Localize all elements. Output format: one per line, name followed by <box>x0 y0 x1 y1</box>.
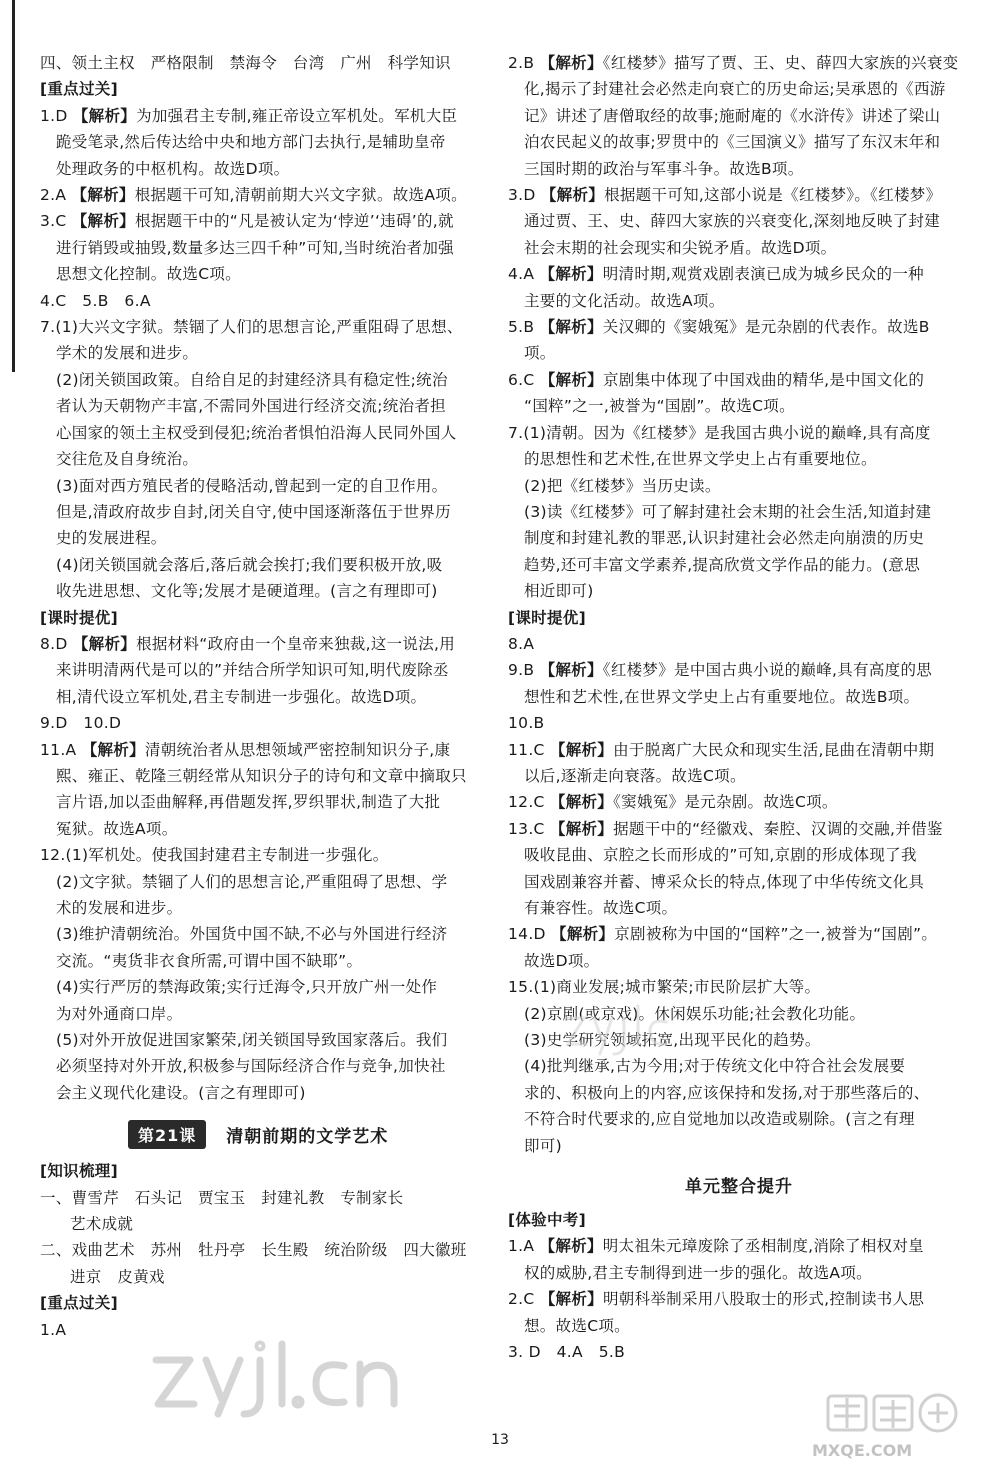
left-text-line: 冤狱。故选A项。 <box>56 819 178 838</box>
right-answer-lines <box>508 50 970 1159</box>
right-text-line: 趋势,还可丰富文学素养,提高欣赏文学作品的能力。(意思 <box>524 555 921 574</box>
analysis-marker: 【解析】 <box>539 370 603 389</box>
left-text-line: 言片语,加以歪曲解释,再借题发挥,罗织罪状,制造了大批 <box>56 793 441 812</box>
right-text-line: (3)读《红楼梦》可了解封建社会末期的社会生活,知道封建 <box>524 502 932 521</box>
left-text-line: (4)闭关锁国就会落后,落后就会挨打;我们要积极开放,吸 <box>56 555 443 574</box>
right-text-line: 10.B <box>508 714 545 733</box>
left-text-line: 者认为天朝物产丰富,不需同外国进行经济交流;统治者担 <box>56 397 446 416</box>
left-text-line: 11.A 【解析】清朝统治者从思想领域严密控制知识分子,康 <box>40 740 451 759</box>
left-text-line: (3)维护清朝统治。外国货中国不缺,不必与外国进行经济 <box>56 925 448 944</box>
right-text-line: 3.D 【解析】根据题干可知,这部小说是《红楼梦》。《红楼梦》 <box>508 186 942 205</box>
analysis-marker: 【解析】 <box>539 1290 603 1309</box>
right-text-line: 以后,逐渐走向衰落。故选C项。 <box>524 766 746 785</box>
left-text-line: 为对外通商口岸。 <box>56 1004 183 1023</box>
right-text-line: 5.B 【解析】关汉卿的《窦娥冤》是元杂剧的代表作。故选B <box>508 318 930 337</box>
zyjl-watermark-logo <box>148 1338 408 1418</box>
analysis-marker: 【解析】 <box>71 186 135 205</box>
right-text-line: 9.B 【解析】《红楼梦》是中国古典小说的巅峰,具有高度的思 <box>508 661 933 680</box>
analysis-marker: 【解析】 <box>540 186 605 205</box>
analysis-marker: 【解析】 <box>549 740 614 759</box>
right-text-line: 故选D项。 <box>524 951 600 970</box>
right-text-line: (2)京剧(或京戏)。休闲娱乐功能;社会教化功能。 <box>524 1004 866 1023</box>
right-text-line: 化,揭示了封建社会必然走向衰亡的历史命运;吴承恩的《西游 <box>524 80 946 99</box>
right-text-line: 记》讲述了唐僧取经的故事;施耐庵的《水浒传》讲述了梁山 <box>524 106 941 125</box>
left-text-line: 收先进思想、文化等;发展才是硬道理。(言之有理即可) <box>56 582 438 601</box>
left-text-line: (3)面对西方殖民者的侵略活动,曾起到一定的自卫作用。 <box>56 476 448 495</box>
left-text-line: (2)闭关锁国政策。自给自足的封建经济具有稳定性;统治 <box>56 370 448 389</box>
lesson-title: 清朝前期的文学艺术 <box>226 1126 389 1147</box>
left-text-line: 四、领土主权 严格限制 禁海令 台湾 广州 科学知识 <box>40 54 451 72</box>
left-text-line: 12.(1)军机处。使我国封建君主专制进一步强化。 <box>40 846 389 865</box>
right-text-line: “国粹”之一,被誉为“国剧”。故选C项。 <box>524 397 795 416</box>
analysis-marker: 【解析】 <box>539 1237 603 1256</box>
analysis-marker: 【解析】 <box>551 925 615 944</box>
unit-text-line: 2.C 【解析】明朝科举制采用八股取士的形式,控制读书人思 <box>508 1290 925 1309</box>
left-text-line: 处理政务的中枢机构。故选D项。 <box>56 159 290 178</box>
lesson21-section-tag: [知识梳理] <box>40 1162 118 1181</box>
mxqe-watermark-text: MXQE.COM <box>812 1441 913 1460</box>
right-text-line: 项。 <box>524 344 556 363</box>
unit-section-tag: [体验中考] <box>508 1211 586 1230</box>
left-text-line: 7.(1)大兴文字狱。禁锢了人们的思想言论,严重阻碍了思想、 <box>40 318 463 337</box>
mxqe-corner-watermark <box>800 1390 980 1468</box>
lesson21-text-line: 进京 皮黄戏 <box>70 1267 165 1286</box>
left-text-line: (5)对外开放促进国家繁荣,闭关锁国导致国家落后。我们 <box>56 1031 448 1050</box>
left-text-line: 进行销毁或抽毁,数量多达三四千种”可知,当时统治者加强 <box>56 238 454 257</box>
left-section-tag: [课时提优] <box>40 608 118 627</box>
left-text-line: 跪受笔录,然后传达给中央和地方部门去执行,是辅助皇帝 <box>56 133 446 152</box>
unit-title: 单元整合提升 <box>685 1177 793 1198</box>
left-text-line: 1.D 【解析】为加强君主专制,雍正帝设立军机处。军机大臣 <box>40 106 458 125</box>
left-text-line: (2)文字狱。禁锢了人们的思想言论,严重阻碍了思想、学 <box>56 872 448 891</box>
lesson21-text-line: 1.A <box>40 1320 67 1339</box>
unit-text-line: 权的威胁,君主专制得到进一步的强化。故选A项。 <box>524 1263 872 1282</box>
left-text-line: 8.D 【解析】根据材料“政府由一个皇帝来独裁,这一说法,用 <box>40 634 456 653</box>
right-text-line: (3)史学研究领域拓宽,出现平民化的趋势。 <box>524 1031 821 1050</box>
analysis-marker: 【解析】 <box>539 318 603 337</box>
left-answer-lines <box>40 50 495 1106</box>
right-unit-lines <box>508 1207 970 1365</box>
right-text-line: 制度和封建礼教的罪恶,认识封建社会必然走向崩溃的历史 <box>524 529 925 548</box>
analysis-marker: 【解析】 <box>539 661 603 680</box>
right-text-line: 12.C 【解析】《窦娥冤》是元杂剧。故选C项。 <box>508 793 838 812</box>
left-text-line: 3.C 【解析】根据题干中的“凡是被认定为‘悖逆’‘违碍’的,就 <box>40 212 454 231</box>
right-text-line: 15.(1)商业发展;城市繁荣;市民阶层扩大等。 <box>508 978 821 997</box>
analysis-marker: 【解析】 <box>72 634 137 653</box>
left-text-line: 会主义现代化建设。(言之有理即可) <box>56 1083 306 1102</box>
right-text-line: 相近即可) <box>524 582 594 601</box>
analysis-marker: 【解析】 <box>539 265 603 284</box>
lesson-heading <box>128 1120 495 1148</box>
analysis-marker: 【解析】 <box>81 740 145 759</box>
left-text-line: 来讲明清两代是可以的”并结合所学知识可知,明代废除丞 <box>56 661 449 680</box>
lesson-badge: 第21课 <box>128 1120 206 1149</box>
right-text-line: (2)把《红楼梦》当历史读。 <box>524 476 721 495</box>
right-text-line: 11.C 【解析】由于脱离广大民众和现实生活,昆曲在清朝中期 <box>508 740 935 759</box>
lesson21-section-tag: [重点过关] <box>40 1294 118 1313</box>
right-text-line: 求的、积极向上的内容,应该保持和发扬,对于那些落后的、 <box>524 1083 930 1102</box>
right-column <box>508 50 970 1366</box>
analysis-marker: 【解析】 <box>549 819 614 838</box>
right-text-line: 2.B 【解析】《红楼梦》描写了贾、王、史、薛四大家族的兴衰变 <box>508 54 959 72</box>
left-text-line: 学术的发展和进步。 <box>56 344 199 363</box>
analysis-marker: 【解析】 <box>539 54 603 72</box>
right-text-line: 三国时期的政治与军事斗争。故选B项。 <box>524 159 804 178</box>
page-number: 13 <box>491 1432 509 1448</box>
right-text-line: 4.A 【解析】明清时期,观赏戏剧表演已成为城乡民众的一种 <box>508 265 924 284</box>
lesson21-text-line: 艺术成就 <box>70 1215 134 1234</box>
right-section-tag: [课时提优] <box>508 608 586 627</box>
right-text-line: 的思想性和艺术性,在世界文学史上占有重要地位。 <box>524 450 877 469</box>
right-text-line: (4)批判继承,古为今用;对于传统文化中符合社会发展要 <box>524 1057 906 1076</box>
left-text-line: 4.C 5.B 6.A <box>40 291 151 310</box>
right-text-line: 想性和艺术性,在世界文学史上占有重要地位。故选B项。 <box>524 687 920 706</box>
right-text-line: 即可) <box>524 1136 562 1155</box>
right-text-line: 通过贾、王、史、薛四大家族的兴衰变化,深刻地反映了封建 <box>524 212 941 231</box>
right-text-line: 14.D 【解析】京剧被称为中国的“国粹”之一,被誉为“国剧”。 <box>508 925 938 944</box>
right-text-line: 国戏剧兼容并蓄、博采众长的特点,体现了中华传统文化具 <box>524 872 925 891</box>
right-text-line: 7.(1)清朝。因为《红楼梦》是我国古典小说的巅峰,具有高度 <box>508 423 931 442</box>
right-text-line: 泊农民起义的故事;罗贯中的《三国演义》描写了东汉末年和 <box>524 133 941 152</box>
lesson21-text-line: 一、曹雪芹 石头记 贾宝玉 封建礼教 专制家长 <box>40 1188 404 1207</box>
left-text-line: 心国家的领土主权受到侵犯;统治者惧怕沿海人民同外国人 <box>56 423 457 442</box>
binding-edge-bar <box>12 0 15 372</box>
right-text-line: 不符合时代要求的,应自觉地加以改造或剔除。(言之有理 <box>524 1110 915 1129</box>
left-text-line: 9.D 10.D <box>40 714 122 733</box>
analysis-marker: 【解析】 <box>549 793 614 812</box>
right-text-line: 社会末期的社会现实和尖锐矛盾。故选D项。 <box>524 238 837 257</box>
right-text-line: 吸收昆曲、京腔之长而形成的”可知,京剧的形成体现了我 <box>524 846 917 865</box>
analysis-marker: 【解析】 <box>71 212 135 231</box>
left-text-line: 但是,清政府故步自封,闭关自守,使中国逐渐落伍于世界历 <box>56 502 451 521</box>
left-text-line: 2.A 【解析】根据题干可知,清朝前期大兴文字狱。故选A项。 <box>40 186 467 205</box>
unit-text-line: 1.A 【解析】明太祖朱元璋废除了丞相制度,消除了相权对皇 <box>508 1237 924 1256</box>
left-column <box>40 50 495 1343</box>
unit-text-line: 3. D 4.A 5.B <box>508 1343 626 1362</box>
left-text-line: 交往危及自身统治。 <box>56 450 199 469</box>
right-text-line: 6.C 【解析】京剧集中体现了中国戏曲的精华,是中国文化的 <box>508 370 925 389</box>
left-text-line: 交流。“夷货非衣食所需,可谓中国不缺耶”。 <box>56 951 363 970</box>
left-text-line: 熙、雍正、乾隆三朝经常从知识分子的诗句和文章中摘取只 <box>56 766 467 785</box>
left-text-line: 必须坚持对外开放,积极参与国际经济合作与竞争,加快社 <box>56 1057 446 1076</box>
right-text-line: 有兼容性。故选C项。 <box>524 899 678 917</box>
analysis-marker: 【解析】 <box>72 106 137 125</box>
left-lesson21-lines <box>40 1158 495 1343</box>
zyjl-watermark-faint <box>562 1000 682 1060</box>
right-text-line: 8.A <box>508 634 535 653</box>
right-text-line: 主要的文化活动。故选A项。 <box>524 291 725 310</box>
left-text-line: 史的发展进程。 <box>56 529 167 548</box>
right-text-line: 13.C 【解析】据题干中的“经徽戏、秦腔、汉调的交融,并借鉴 <box>508 819 943 838</box>
unit-text-line: 想。故选C项。 <box>524 1316 630 1335</box>
left-text-line: 思想文化控制。故选C项。 <box>56 265 241 284</box>
left-text-line: 相,清代设立军机处,君主专制进一步强化。故选D项。 <box>56 687 427 706</box>
left-text-line: 术的发展和进步。 <box>56 899 183 917</box>
left-section-tag: [重点过关] <box>40 80 118 99</box>
left-text-line: (4)实行严厉的禁海政策;实行迁海令,只开放广州一处作 <box>56 978 438 997</box>
lesson21-text-line: 二、戏曲艺术 苏州 牡丹亭 长生殿 统治阶级 四大徽班 <box>40 1241 467 1260</box>
